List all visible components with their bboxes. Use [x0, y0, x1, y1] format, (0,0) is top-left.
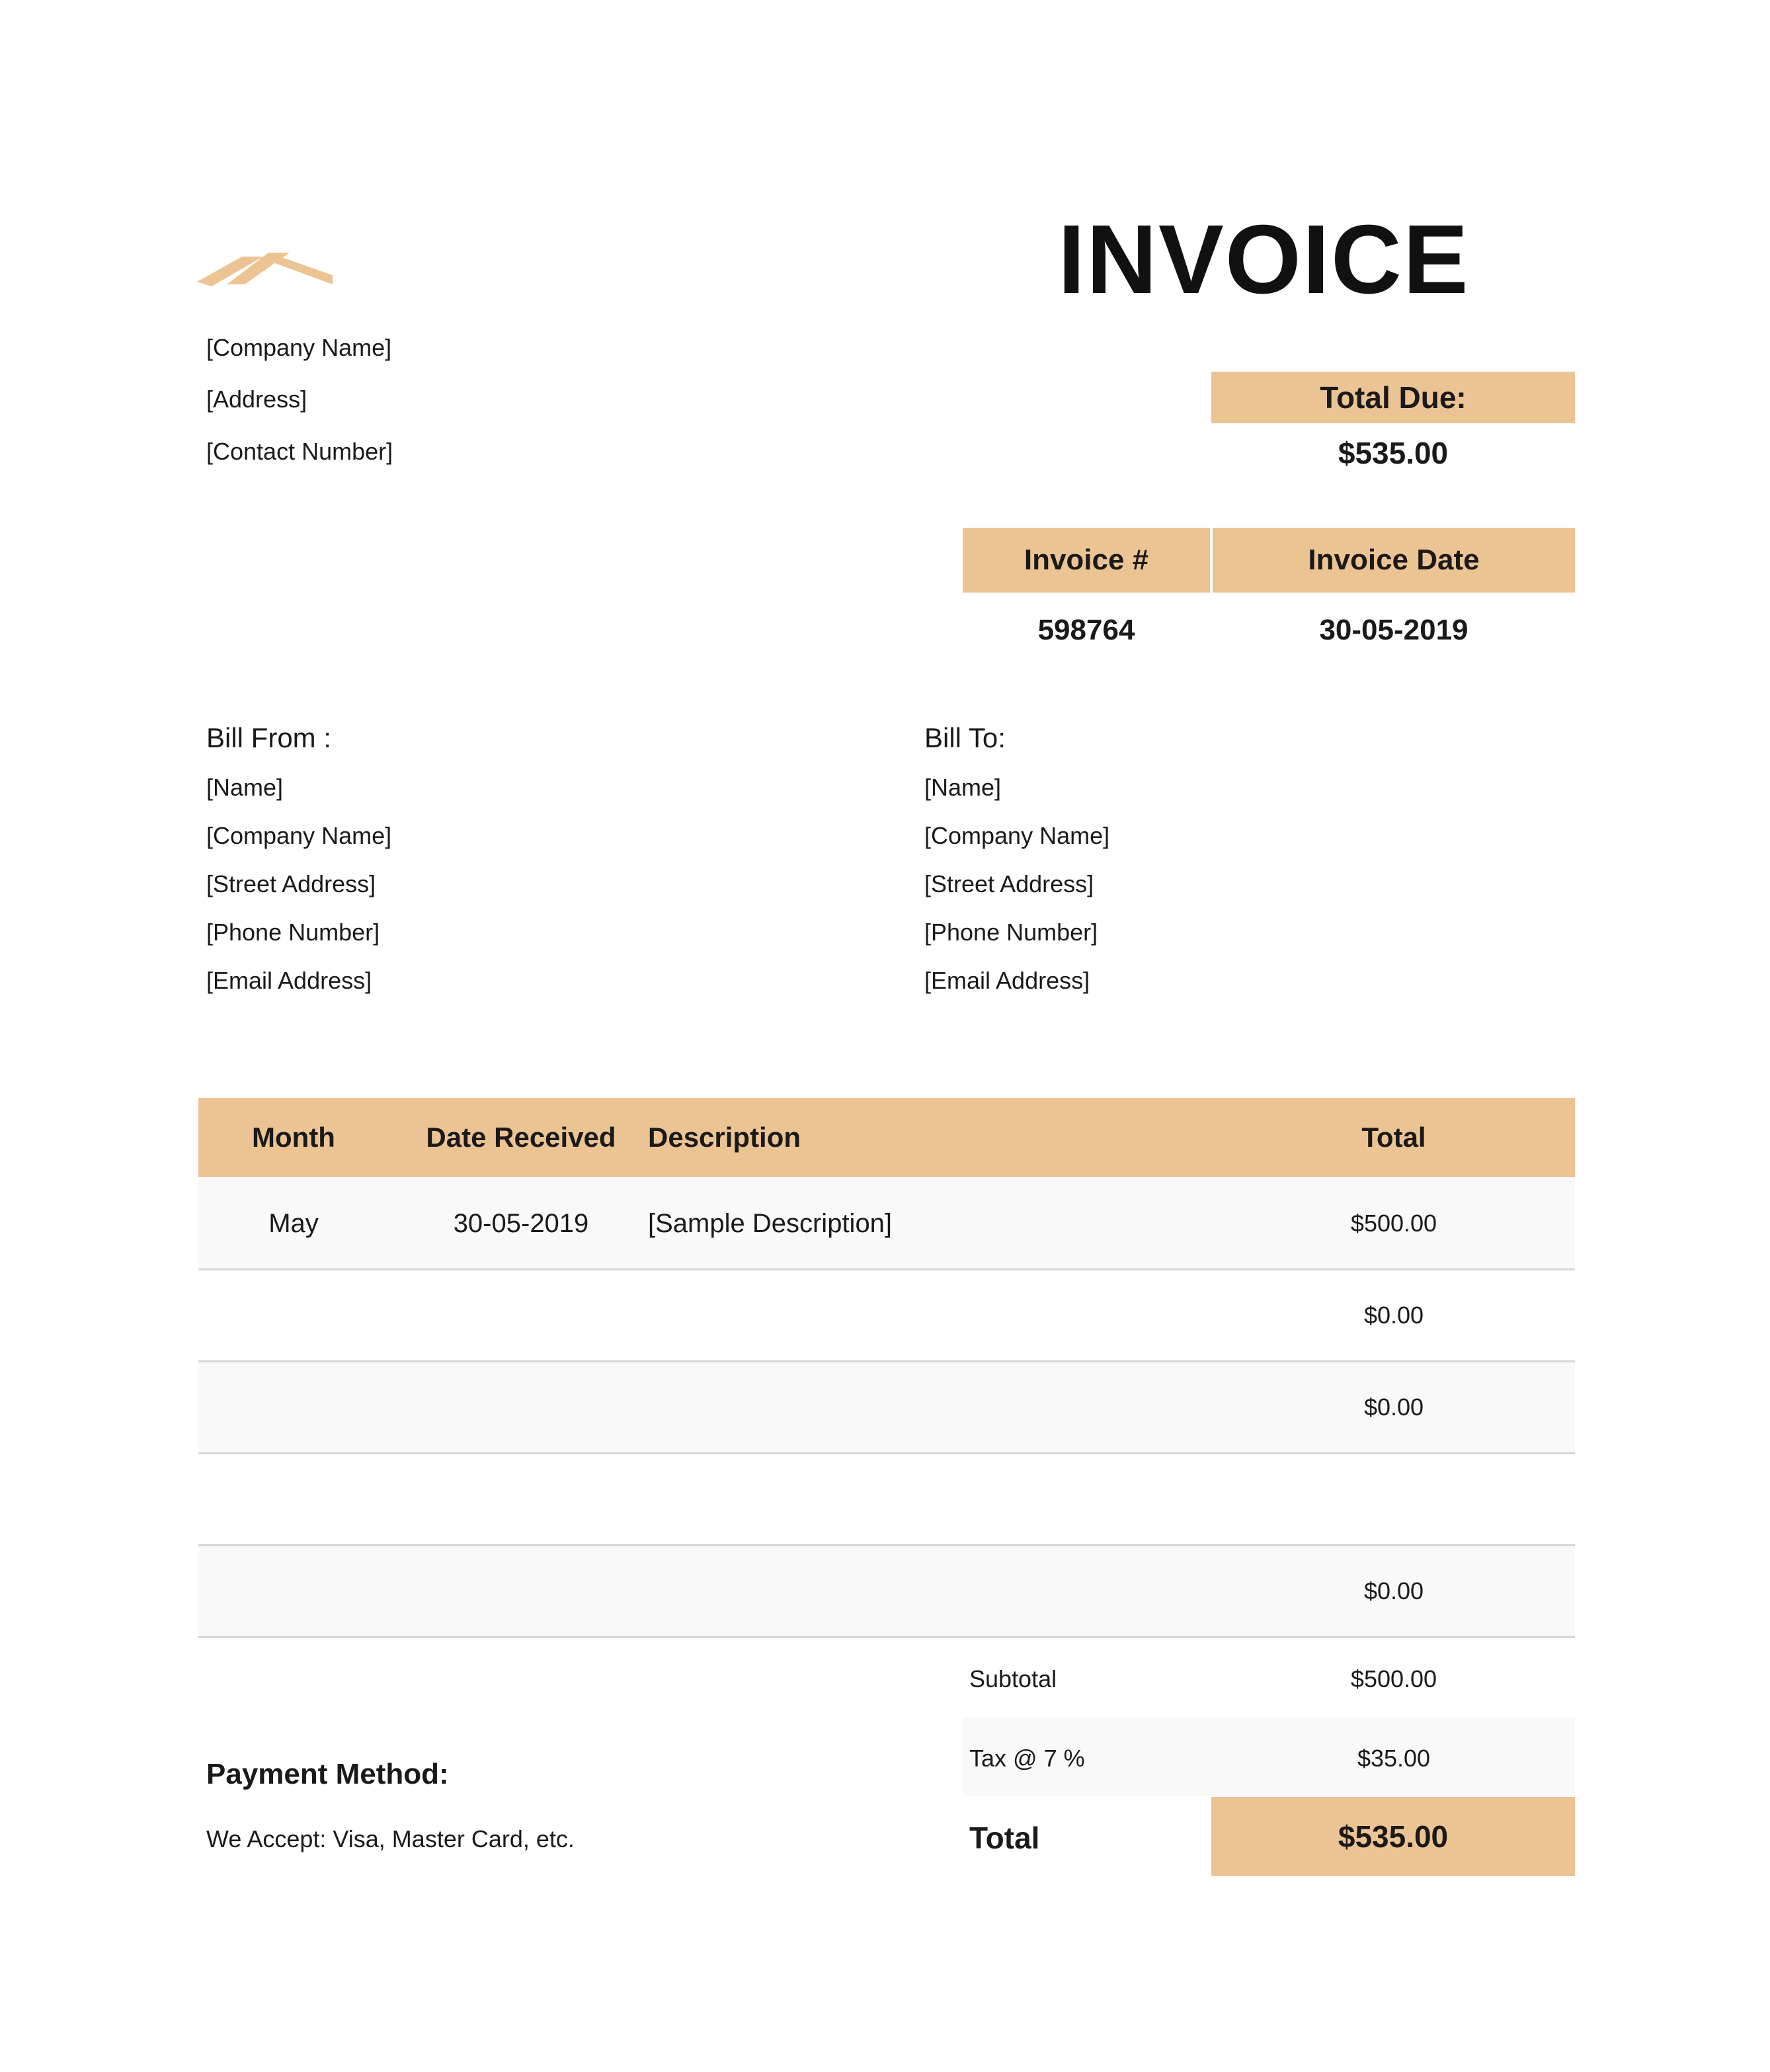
payment-heading: Payment Method:	[206, 1758, 449, 1790]
total-due-label: Total Due:	[1211, 372, 1575, 423]
cell-description: [Sample Description]	[648, 1208, 893, 1238]
tax-value: $35.00	[1357, 1745, 1431, 1772]
cell-total	[1213, 1454, 1575, 1544]
invoice-title: INVOICE	[1058, 205, 1470, 314]
invoice-date-label: Invoice Date	[1213, 528, 1575, 593]
cell-month	[198, 1270, 389, 1360]
subtotal-value: $500.00	[1350, 1665, 1437, 1692]
bill-to-name: [Name]	[924, 774, 1002, 801]
bill-from-company: [Company Name]	[206, 822, 392, 849]
cell-date: 30-05-2019	[453, 1208, 589, 1238]
total-due-value: $535.00	[1338, 436, 1449, 470]
cell-date	[418, 1454, 624, 1544]
cell-description	[648, 1546, 1177, 1636]
cell-month	[198, 1362, 389, 1452]
invoice-number-label: Invoice #	[963, 528, 1210, 593]
company-contact: [Contact Number]	[206, 438, 393, 465]
header-date-received: Date Received	[426, 1122, 616, 1153]
payment-text: We Accept: Visa, Master Card, etc.	[206, 1825, 575, 1852]
bill-to-street: [Street Address]	[924, 870, 1094, 897]
header-total: Total	[1361, 1122, 1426, 1153]
header-month: Month	[252, 1122, 335, 1153]
cell-month: May	[268, 1208, 319, 1238]
subtotal-label: Subtotal	[969, 1665, 1057, 1692]
table-row	[198, 1270, 1575, 1362]
roof-logo-icon	[197, 250, 333, 290]
cell-date	[418, 1362, 624, 1452]
bill-to-heading: Bill To:	[924, 722, 1006, 753]
grand-total-value: $535.00	[1211, 1797, 1575, 1876]
table-row	[198, 1362, 1575, 1454]
bill-to-company: [Company Name]	[924, 822, 1110, 849]
company-name: [Company Name]	[206, 334, 392, 361]
bill-from-phone: [Phone Number]	[206, 919, 380, 946]
bill-from-heading: Bill From :	[206, 722, 331, 753]
company-address: [Address]	[206, 386, 307, 413]
grand-total-label: Total	[969, 1821, 1040, 1855]
cell-date	[418, 1270, 624, 1360]
cell-date	[418, 1546, 624, 1636]
table-row	[198, 1546, 1575, 1638]
tax-label: Tax @ 7 %	[969, 1745, 1085, 1772]
cell-description	[648, 1454, 1177, 1544]
table-row	[198, 1179, 1575, 1270]
invoice-date-value: 30-05-2019	[1319, 614, 1468, 646]
header-description: Description	[648, 1122, 801, 1153]
cell-total: $0.00	[1363, 1393, 1424, 1421]
items-table-header	[198, 1098, 1575, 1177]
bill-to-phone: [Phone Number]	[924, 919, 1098, 946]
bill-from-street: [Street Address]	[206, 870, 376, 897]
cell-total: $500.00	[1350, 1210, 1437, 1237]
cell-description	[648, 1270, 1177, 1360]
cell-total: $0.00	[1363, 1577, 1424, 1604]
cell-month	[198, 1546, 389, 1636]
bill-to-email: [Email Address]	[924, 967, 1090, 994]
cell-month	[198, 1454, 389, 1544]
bill-from-name: [Name]	[206, 774, 284, 801]
invoice-number-value: 598764	[1037, 614, 1135, 646]
bill-from-email: [Email Address]	[206, 967, 372, 994]
cell-description	[648, 1362, 1177, 1452]
cell-total: $0.00	[1363, 1302, 1424, 1329]
table-row	[198, 1454, 1575, 1546]
